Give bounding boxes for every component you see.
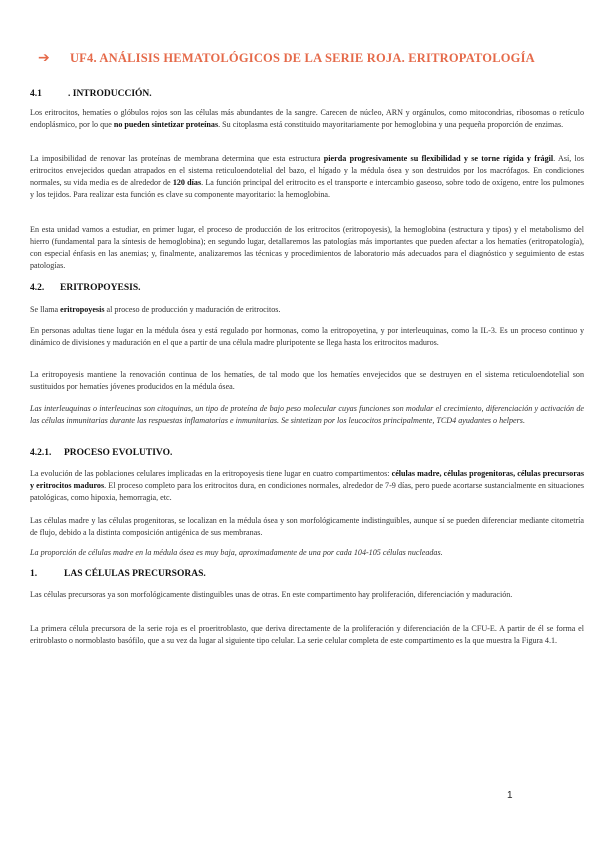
arrow-right-icon: ➔ [38, 50, 50, 66]
section-heading-4-1 [30, 89, 152, 99]
paragraph-membrane-proteins: La imposibilidad de renovar las proteínas de membrana determina que esta estructura pierda progresivamente su flexibilidad y se torne rígida y frágil. Así, los eritrocitos envejecidos quedan atrapados en el sistema reticuloendotelial del bazo, el hígado y la médula ósea y son destruidos por los macrófagos. En condiciones normales, su vida media es de alrededor de 120 días. La función principal del eritrocito es el transporte e intercambio gaseoso, sobre todo de oxígeno, entre los pulmones y los tejidos. Para realizar esta función es clave su componente mayoritario: la hemoglobina. [30, 154, 584, 199]
paragraph-compartments: La evolución de las poblaciones celulares implicadas en la eritropoyesis tiene lugar en cuatro compartimentos: células madre, células progenitoras, células precursoras y eritrocitos maduros. El proceso completo para los eritrocitos dura, en condiciones normales, alrededor de 7-9 días, pero puede acortarse sustancialmente en situaciones patológicas, como hipoxia, hemorragia, etc. [30, 469, 584, 502]
page-number: 1 [507, 790, 513, 801]
note-stem-cell-proportion: La proporción de células madre en la médula ósea es muy baja, aproximadamente de una por cada 104-105 células nucleadas. [30, 548, 443, 557]
paragraph-proerythroblast: La primera célula precursora de la serie roja es el proeritroblasto, que deriva directamente de la proliferación y diferenciación de la CFU-E. A partir de él se forma el eritroblasto o normoblasto basófilo, que a su vez da lugar al siguiente tipo celular. La serie celular completa de este compartimento es la que muestra la Figura 4.1. [30, 624, 584, 645]
section-label: ERITROPOYESIS. [60, 283, 141, 293]
section-number: 4.1 [30, 89, 42, 99]
section-heading-4-2-1 [30, 448, 172, 458]
paragraph-adult-regulation: En personas adultas tiene lugar en la médula ósea y está regulado por hormonas, como la eritropoyetina, y por interleuquinas, como la IL-3. Es un proceso continuo y dinámico de divisiones y maduración en el que a partir de una célula madre pluripotente se llega hasta los eritrocitos maduros. [30, 326, 584, 347]
paragraph-eritropoyesis-definition: Se llama eritropoyesis al proceso de producción y maduración de eritrocitos. [30, 305, 281, 314]
paragraph-precursor-cells: Las células precursoras ya son morfológicamente distinguibles unas de otras. En este compartimento hay proliferación, diferenciación y maduración. [30, 590, 513, 599]
unit-title-text: UF4. ANÁLISIS HEMATOLÓGICOS DE LA SERIE ROJA. ERITROPATOLOGÍA [69, 50, 535, 65]
section-label: LAS CÉLULAS PRECURSORAS. [64, 569, 206, 579]
paragraph-unit-overview: En esta unidad vamos a estudiar, en primer lugar, el proceso de producción de los eritrocitos (eritropoyesis), la hemoglobina (estructura y tipos) y el metabolismo del hierro (fundamental para la síntesis de hemoglobina); en segundo lugar, detallaremos las patologías más importantes que pueden afectar a los hematíes (eritropatología), con especial énfasis en las anemias; y, finalmente, analizaremos las técnicas y procedimientos de laboratorio más adecuados para el diagnóstico y seguimiento de estas patologías. [30, 225, 584, 270]
section-label: PROCESO EVOLUTIVO. [64, 448, 173, 458]
section-heading-4-2 [30, 283, 141, 293]
unit-title [38, 50, 578, 66]
section-label: . INTRODUCCIÓN. [68, 89, 152, 99]
section-heading-precursors [30, 569, 206, 579]
paragraph-stem-cells: Las células madre y las células progenitoras, se localizan en la médula ósea y son morfológicamente indistinguibles, aunque sí se pueden diferenciar mediante citometría de flujo, debido a la distinta composición antigénica de sus membranas. [30, 516, 584, 537]
paragraph-renewal: La eritropoyesis mantiene la renovación continua de los hematíes, de tal modo que los hematíes envejecidos que se destruyen en el sistema reticuloendotelial son sustituidos por hematíes jóvenes producidos en la médula ósea. [30, 370, 584, 391]
section-number: 1. [30, 569, 38, 579]
paragraph-erythrocytes: Los eritrocitos, hematíes o glóbulos rojos son las células más abundantes de la sangre. Carecen de núcleo, ARN y orgánulos, como mitocondrias, ribosomas o retículo endoplásmico, por lo que no pueden sintetizar proteínas. Su citoplasma está constituido mayoritariamente por hemoglobina y una pequeña proporción de enzimas. [30, 108, 584, 129]
note-interleukins: Las interleuquinas o interleucinas son citoquinas, un tipo de proteína de bajo peso molecular cuyas funciones son modular el crecimiento, diferenciación y activación de las células inmunitarias durante las respuestas inflamatorias e inmunitarias. Se sintetizan por los leucocitos principalmente, TCD4 ayudantes o helpers. [30, 404, 584, 425]
section-number: 4.2. [30, 283, 45, 293]
section-number: 4.2.1. [30, 448, 52, 458]
